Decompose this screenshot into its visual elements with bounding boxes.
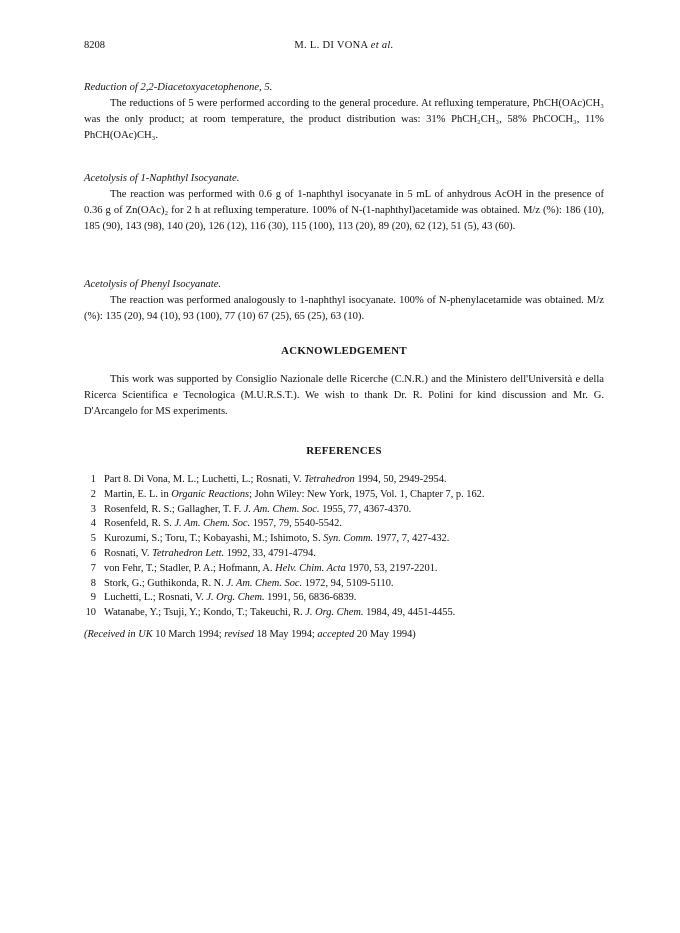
references-list	[84, 473, 604, 621]
reference-authors: Luchetti, L.; Rosnati, V.	[104, 592, 207, 604]
reference-journal: Syn. Comm.	[323, 533, 374, 545]
reference-authors: Rosenfeld, R. S.; Gallagher, T. F.	[104, 503, 244, 515]
reference-details: 1991, 56, 6836-6839.	[264, 592, 357, 604]
reference-authors: Stork, G.; Guthikonda, R. N.	[104, 577, 227, 589]
received-dates	[84, 629, 604, 640]
reference-item	[84, 532, 604, 547]
received-label: (Received in UK	[84, 629, 153, 640]
accepted-label: accepted	[317, 629, 355, 640]
reference-item	[84, 591, 604, 606]
section-title: Acetolysis of Phenyl Isocyanate.	[84, 279, 222, 290]
acknowledgement-section	[84, 372, 604, 420]
section-body: The reductions of 5 were performed according to the general procedure. At refluxing temperature, PhCH(OAc)CH₃ was the only product; at room temperature, the product distribution was: 31% PhCH₂CH₃, 58% PhCOCH₃, 11% PhCH(OAc)CH₃.	[84, 98, 604, 141]
reference-details: 1984, 49, 4451-4455.	[363, 607, 456, 619]
reference-item	[84, 503, 604, 518]
reference-details: ; John Wiley: New York, 1975, Vol. 1, Chapter 7, p. 162.	[249, 488, 485, 500]
reference-journal: Tetrahedron Lett.	[152, 547, 225, 559]
reference-journal: Tetrahedron	[304, 474, 355, 485]
reference-authors: von Fehr, T.; Stadler, P. A.; Hofmann, A.	[104, 562, 276, 574]
reference-authors: Kurozumi, S.; Toru, T.; Kobayashi, M.; Ishimoto, S.	[104, 533, 324, 545]
reference-journal: Helv. Chim. Acta	[275, 562, 346, 574]
accepted-date: 20 May 1994)	[354, 629, 416, 640]
section-naphthyl-acetolysis	[84, 171, 604, 235]
reference-item	[84, 606, 604, 621]
reference-details: 1972, 94, 5109-5110.	[302, 577, 394, 589]
reference-number: 1	[90, 474, 96, 485]
section-body: The reaction was performed analogously to 1-naphthyl isocyanate. 100% of N-phenylacetamide was obtained. M/z (%): 135 (20), 94 (10), 93 (100), 77 (10) 67 (25), 65 (25), 63 (10).	[84, 295, 604, 322]
reference-authors: Rosnati, V.	[104, 547, 153, 559]
reference-details: 1957, 79, 5540-5542.	[250, 518, 342, 530]
reference-number: 7	[90, 562, 96, 574]
section-reduction	[84, 80, 604, 144]
reference-item	[84, 488, 604, 503]
reference-authors: Watanabe, Y.; Tsuji, Y.; Kondo, T.; Takeuchi, R.	[104, 607, 306, 619]
reference-journal: J. Am. Chem. Soc.	[174, 518, 251, 530]
reference-details: 1994, 50, 2949-2954.	[354, 474, 447, 485]
reference-number: 2	[90, 488, 96, 500]
reference-number: 9	[90, 592, 96, 604]
authors-text: M. L. DI VONA	[294, 40, 368, 51]
section-phenyl-acetolysis	[84, 277, 604, 325]
reference-details: 1992, 33, 4791-4794.	[224, 547, 316, 559]
reference-number: 3	[90, 503, 96, 515]
reference-number: 4	[90, 518, 96, 530]
reference-journal: J. Org. Chem.	[305, 607, 364, 619]
reference-number: 6	[90, 547, 96, 559]
reference-details: 1977, 7, 427-432.	[373, 533, 450, 545]
acknowledgement-body: This work was supported by Consiglio Nazionale delle Ricerche (C.N.R.) and the Ministero dell'Università e della Ricerca Scientifica e Tecnologica (M.U.R.S.T.). We wish to thank Dr. R. Polini for kind discussion and Mr. G. D'Arcangelo for MS experiments.	[84, 374, 604, 417]
reference-item	[84, 577, 604, 592]
reference-details: 1955, 77, 4367-4370.	[319, 503, 412, 515]
reference-authors: Rosenfeld, R. S.	[104, 518, 175, 530]
acknowledgement-heading: ACKNOWLEDGEMENT	[281, 345, 407, 357]
reference-number: 8	[90, 577, 96, 589]
reference-authors: Part 8. Di Vona, M. L.; Luchetti, L.; Rosnati, V.	[104, 474, 305, 485]
reference-item	[84, 473, 604, 488]
page-number: 8208	[84, 40, 105, 51]
received-date: 10 March 1994;	[152, 629, 225, 640]
references-heading: REFERENCES	[306, 445, 382, 457]
reference-journal: Organic Reactions	[171, 488, 250, 500]
reference-number: 10	[85, 607, 96, 619]
section-title: Reduction of 2,2-Diacetoxyacetophenone, 5.	[84, 82, 273, 93]
section-body: The reaction was performed with 0.6 g of 1-naphthyl isocyanate in 5 mL of anhydrous AcOH in the presence of 0.36 g of Zn(OAc)₂ for 2 h at refluxing temperature. 100% of N-(1-naphthyl)acetamide was obtained. M/z (%): 186 (10), 185 (90), 143 (98), 140 (20), 126 (12), 116 (30), 115 (100), 113 (20), 89 (20), 62 (12), 51 (5), 43 (60).	[84, 189, 604, 232]
revised-date: 18 May 1994;	[253, 629, 318, 640]
revised-label: revised	[224, 629, 254, 640]
reference-journal: J. Am. Chem. Soc.	[226, 577, 303, 589]
reference-number: 5	[90, 533, 96, 545]
reference-details: 1970, 53, 2197-2201.	[345, 562, 438, 574]
reference-item	[84, 547, 604, 562]
reference-journal: J. Org. Chem.	[206, 592, 265, 604]
running-head	[84, 40, 604, 54]
reference-authors: Martin, E. L. in	[104, 488, 172, 500]
authors-etal: et al.	[370, 40, 394, 51]
running-head-authors	[84, 40, 604, 51]
reference-item	[84, 562, 604, 577]
reference-item	[84, 517, 604, 532]
reference-journal: J. Am. Chem. Soc.	[243, 503, 320, 515]
section-title: Acetolysis of 1-Naphthyl Isocyanate.	[84, 173, 240, 184]
